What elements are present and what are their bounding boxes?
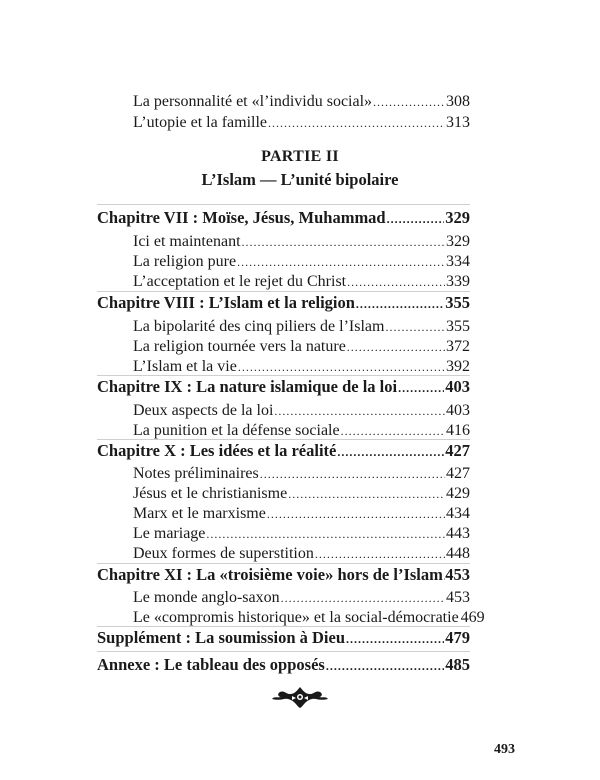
section-page: 434 [446,505,470,522]
page-number: 493 [494,742,515,757]
section-title: Jésus et le christianisme [133,485,288,502]
entry-title: L’utopie et la famille [133,114,268,131]
section-title: L’Islam et la vie [133,358,237,375]
section-entry[interactable] [133,588,470,608]
toc-entry[interactable] [133,113,470,133]
section-page: 429 [446,485,470,502]
chapter-title: Chapitre X : Les idées et la réalité [97,441,337,460]
chapter-entry[interactable] [97,441,470,462]
section-entry[interactable] [133,272,470,292]
leader-dots [373,92,445,112]
section-title: La religion tournée vers la nature [133,338,346,355]
toc-entry[interactable] [133,92,470,112]
section-title: Deux aspects de la loi [133,402,274,419]
chapter-title: Chapitre VII : Moïse, Jésus, Muhammad [97,208,386,227]
section-entry[interactable] [133,484,470,504]
leader-dots [341,421,445,441]
divider [97,626,470,627]
section-title: Deux formes de superstition [133,545,314,562]
chapter-page: 427 [445,441,470,460]
entry-page: 313 [446,114,470,131]
part-title: L’Islam — L’unité bipolaire [201,170,399,189]
leader-dots [238,357,445,377]
section-page: 453 [446,589,470,606]
section-title: Le monde anglo-saxon [133,589,280,606]
section-page: 427 [446,465,470,482]
section-page: 469 [460,609,485,626]
leader-dots [387,209,445,229]
leader-dots [315,544,445,564]
leader-dots [326,656,444,676]
annexe-title: Annexe : Le tableau des opposés [97,655,325,674]
leader-dots [242,232,445,252]
chapter-page: 329 [445,208,470,227]
leader-dots [274,401,445,421]
section-title: Ici et maintenant [133,233,241,250]
chapter-title: Chapitre IX : La nature islamique de la loi [97,377,398,396]
section-page: 329 [446,233,470,250]
section-title: La punition et la défense sociale [133,422,340,439]
chapter-page: 453 [445,565,470,584]
supplement-page: 479 [445,628,470,647]
leader-dots [281,588,445,608]
section-entry[interactable] [133,401,470,421]
chapter-entry[interactable] [97,377,470,398]
leader-dots [337,442,444,462]
supplement-entry[interactable] [97,628,470,649]
section-entry[interactable] [133,544,470,564]
leader-dots [260,464,445,484]
section-title: La religion pure [133,253,237,270]
section-title: Le «compromis historique» et la social-démocratie [133,609,459,626]
chapter-entry[interactable] [97,565,470,586]
section-entry[interactable] [133,524,470,544]
annexe-page: 485 [445,655,470,674]
entry-page: 308 [446,93,470,110]
leader-dots [347,272,445,292]
leader-dots [398,378,444,398]
chapter-title: Chapitre VIII : L’Islam et la religion [97,293,355,312]
section-entry[interactable] [133,608,485,628]
leader-dots [237,252,445,272]
leader-dots [288,484,445,504]
chapter-page: 403 [445,377,470,396]
leader-dots [385,317,445,337]
floral-ornament-icon [268,684,332,710]
section-page: 372 [446,338,470,355]
entry-title: La personnalité et «l’individu social» [133,93,373,110]
section-entry[interactable] [133,317,470,337]
leader-dots [346,629,444,649]
chapter-page: 355 [445,293,470,312]
divider [97,651,470,652]
chapter-entry[interactable] [97,208,470,229]
section-title: La bipolarité des cinq piliers de l’Islam [133,318,385,335]
leader-dots [268,113,445,133]
annexe-entry[interactable] [97,655,470,676]
chapter-title: Chapitre XI : La «troisième voie» hors de l’Islam [97,565,443,584]
supplement-title: Supplément : La soumission à Dieu [97,628,346,647]
section-page: 339 [446,273,470,290]
section-entry[interactable] [133,357,470,377]
divider [97,563,470,564]
section-entry[interactable] [133,421,470,441]
section-page: 403 [446,402,470,419]
section-entry[interactable] [133,252,470,272]
section-title: L’acceptation et le rejet du Christ [133,273,347,290]
section-page: 355 [446,318,470,335]
section-title: Le mariage [133,525,206,542]
part-label: PARTIE II [261,148,339,165]
section-title: Marx et le marxisme [133,505,266,522]
leader-dots [206,524,445,544]
leader-dots [356,294,444,314]
divider [97,291,470,292]
chapter-entry[interactable] [97,293,470,314]
divider [97,439,470,440]
section-entry[interactable] [133,504,470,524]
section-page: 443 [446,525,470,542]
section-title: Notes préliminaires [133,465,259,482]
divider [97,204,470,205]
leader-dots [267,504,445,524]
section-entry[interactable] [133,337,470,357]
section-page: 416 [446,422,470,439]
leader-dots [347,337,445,357]
divider [97,375,470,376]
section-page: 334 [446,253,470,270]
section-entry[interactable] [133,464,470,484]
section-page: 392 [446,358,470,375]
section-entry[interactable] [133,232,470,252]
section-page: 448 [446,545,470,562]
